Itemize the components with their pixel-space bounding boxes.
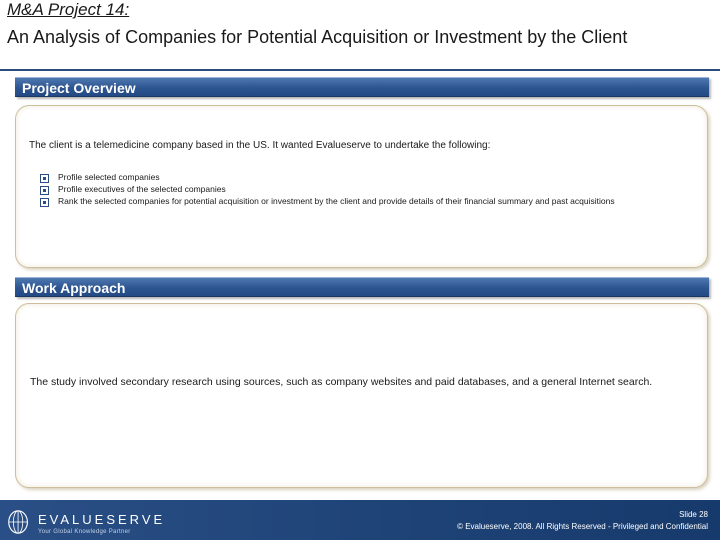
bullet-text: Rank the selected companies for potential acquisition or investment by the client and provide details of their financial summary and past acquisitions <box>58 196 615 206</box>
bullet-text: Profile selected companies <box>58 172 160 182</box>
logo-tagline: Your Global Knowledge Partner <box>38 529 131 535</box>
work-approach-box <box>15 303 708 488</box>
list-item <box>40 172 690 183</box>
work-approach-header: Work Approach <box>15 277 709 297</box>
bullet-text: Profile executives of the selected companies <box>58 184 226 194</box>
slide-title: An Analysis of Companies for Potential Acquisition or Investment by the Client <box>7 27 628 47</box>
list-item <box>40 196 690 207</box>
square-bullet-icon <box>40 174 49 183</box>
project-overview-bullets <box>40 172 690 208</box>
project-overview-intro: The client is a telemedicine company based in the US. It wanted Evalueserve to undertake the following: <box>29 140 491 151</box>
logo-text: EVALUESERVE <box>38 512 166 527</box>
slide-title-project: M&A Project 14: <box>7 0 130 19</box>
evalueserve-globe-logo <box>5 508 33 536</box>
work-approach-text: The study involved secondary research using sources, such as company websites and paid databases, and a general Internet search. <box>30 376 653 388</box>
copyright-notice: © Evalueserve, 2008. All Rights Reserved - Privileged and Confidential <box>457 522 708 531</box>
list-item <box>40 184 690 195</box>
title-divider <box>0 69 720 71</box>
square-bullet-icon <box>40 198 49 207</box>
project-overview-header: Project Overview <box>15 77 709 97</box>
slide-number: Slide 28 <box>679 510 708 519</box>
square-bullet-icon <box>40 186 49 195</box>
